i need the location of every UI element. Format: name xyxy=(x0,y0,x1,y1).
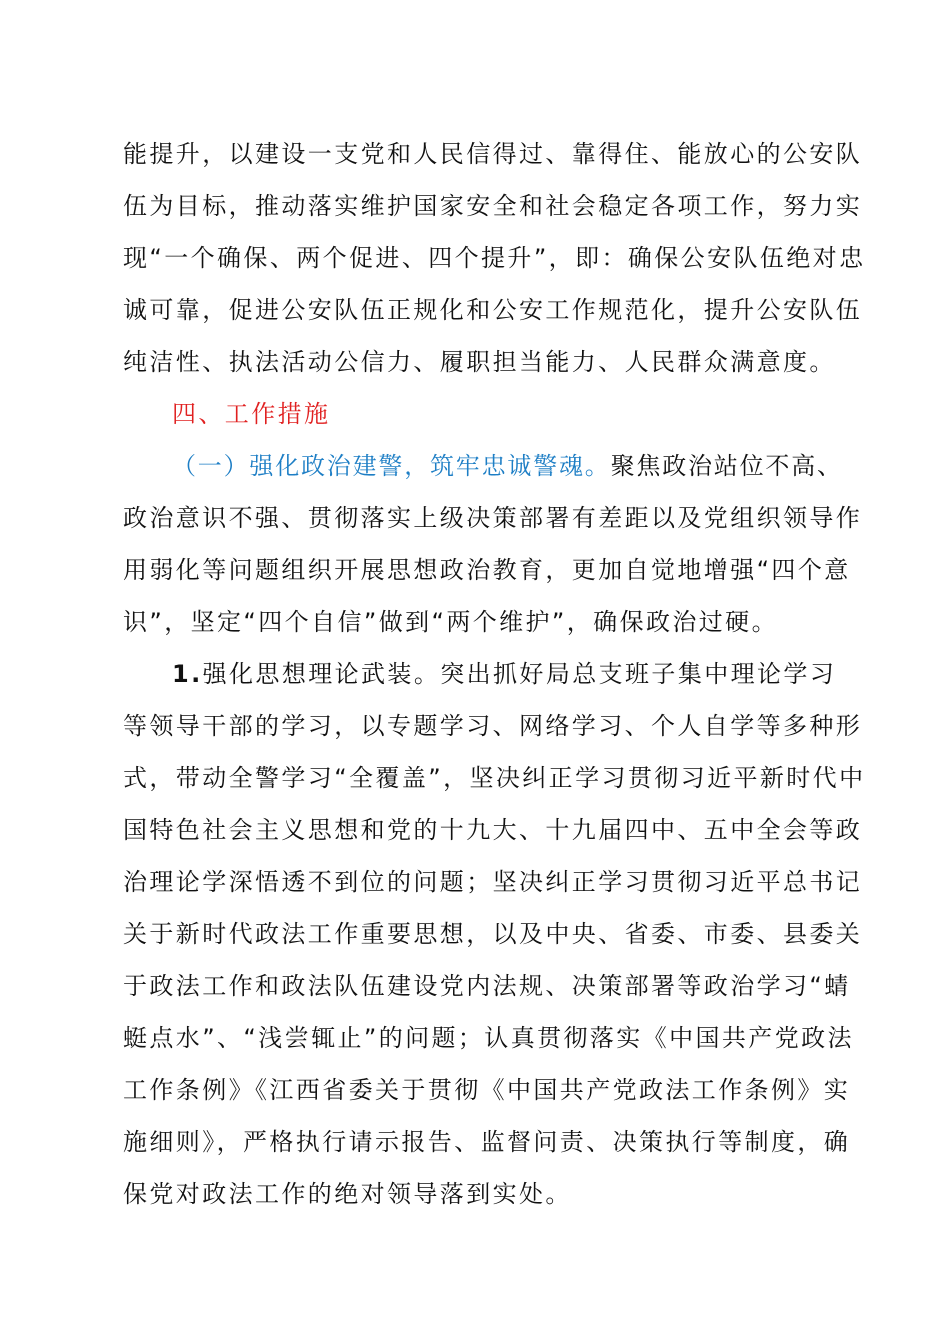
body-text-line: 施细则》，严格执行请示报告、监督问责、决策执行等制度，确 xyxy=(123,1128,851,1156)
body-text-line: 工作条例》《江西省委关于贯彻《中国共产党政法工作条例》实 xyxy=(123,1076,851,1104)
body-text-line: 式，带动全警学习“全覆盖”，坚决纠正学习贯彻习近平新时代中 xyxy=(123,764,866,792)
subsection-first-line xyxy=(172,446,842,486)
body-text-line: 政治意识不强、贯彻落实上级决策部署有差距以及党组织领导作 xyxy=(123,504,863,532)
body-text-line: 纯洁性、执法活动公信力、履职担当能力、人民群众满意度。 xyxy=(123,348,836,376)
body-text-line: 国特色社会主义思想和党的十九大、十九届四中、五中全会等政 xyxy=(123,816,863,844)
body-text-line: 识”，坚定“四个自信”做到“两个维护”，确保政治过硬。 xyxy=(123,608,778,636)
body-text-line: 保党对政法工作的绝对领导落到实处。 xyxy=(123,1180,572,1208)
body-text-line: 治理论学深悟透不到位的问题；坚决纠正学习贯彻习近平总书记 xyxy=(123,868,863,896)
body-text-line: 于政法工作和政法队伍建设党内法规、决策部署等政治学习“蜻 xyxy=(123,972,851,1000)
body-text-line: 关于新时代政法工作重要思想，以及中央、省委、市委、县委关 xyxy=(123,920,863,948)
body-text-line: 伍为目标，推动落实维护国家安全和社会稳定各项工作，努力实 xyxy=(123,192,863,220)
body-text-line: 诚可靠，促进公安队伍正规化和公安工作规范化，提升公安队伍 xyxy=(123,296,863,324)
body-text-line: 现“一个确保、两个促进、四个提升”，即：确保公安队伍绝对忠 xyxy=(123,244,866,272)
body-text-line: 能提升，以建设一支党和人民信得过、靠得住、能放心的公安队 xyxy=(123,140,863,168)
body-text-line: 蜓点水”、“浅尝辄止”的问题；认真贯彻落实《中国共产党政法 xyxy=(123,1024,854,1052)
body-text-line: 等领导干部的学习，以专题学习、网络学习、个人自学等多种形 xyxy=(123,712,863,740)
item-first-line-text: 强化思想理论武装。突出抓好局总支班子集中理论学习 xyxy=(202,660,837,688)
numbered-item-first-line xyxy=(172,654,842,694)
section-heading: 四、工作措施 xyxy=(172,400,331,428)
item-number: 1. xyxy=(172,660,203,688)
subsection-heading: （一）强化政治建警，筑牢忠诚警魂。 xyxy=(172,452,611,480)
subsection-first-line-text: 聚焦政治站位不高、 xyxy=(610,452,843,480)
body-text-line: 用弱化等问题组织开展思想政治教育，更加自觉地增强“四个意 xyxy=(123,556,851,584)
